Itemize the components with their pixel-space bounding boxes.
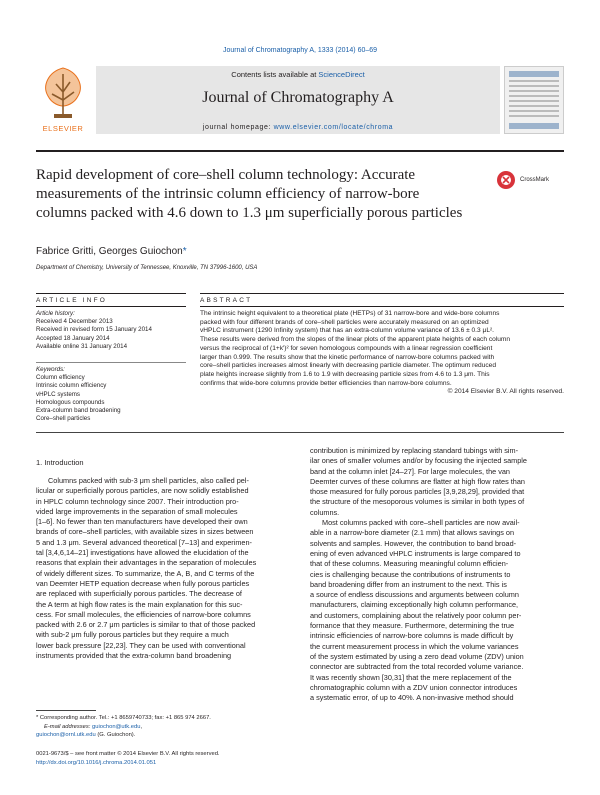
journal-cover-thumbnail: [504, 66, 564, 134]
history-label: Article history:: [36, 310, 75, 317]
body-line: connector are subtracted from the total recorded volume variance.: [310, 662, 524, 672]
journal-title: Journal of Chromatography A: [202, 89, 394, 106]
doi-link[interactable]: http://dx.doi.org/10.1016/j.chroma.2014.01.051: [36, 759, 157, 766]
body-line: lower back pressure [22,23]. They can be used with conventional: [36, 640, 246, 650]
keywords: [36, 366, 186, 423]
crossmark-badge[interactable]: [496, 170, 566, 190]
authors-text: Fabrice Gritti, Georges Guiochon: [36, 246, 183, 257]
body-line: cess. For small molecules, the efficiencies of narrow-bore columns: [36, 609, 251, 619]
body-line: intrinsic efficiencies of narrow-bore columns is made difficult by: [310, 631, 514, 641]
email-link[interactable]: guiochon@ornl.utk.edu: [36, 732, 96, 738]
body-line: that of these columns. Measuring meaningful column efficien-: [310, 559, 509, 569]
history-item: Accepted 18 January 2014: [36, 334, 110, 342]
corresponding-author-mark[interactable]: *: [182, 246, 187, 257]
body-line: the A term at high flow rates is the main explanation for this suc-: [36, 599, 243, 609]
copyright: © 2014 Elsevier B.V. All rights reserved.: [447, 388, 564, 396]
body-line: 5 and 1.3 μm. Several advanced theoretical [7–13] and experimen-: [36, 537, 252, 547]
body-line: vided large improvements in the separation of small molecules: [36, 506, 238, 516]
article-history: [36, 310, 186, 351]
abstract-line: larger than 0.999. The results show that the kinetic performance of narrow-bore columns packed with: [200, 353, 495, 361]
body-line: brands of core–shell particles, with available sizes in sizes between: [36, 527, 254, 537]
keyword-item: Extra-column band broadening: [36, 407, 121, 415]
body-line: in HPLC column technology since 2007. Their introduction pro-: [36, 496, 239, 506]
body-line: a source of endless discussions and arguments between column: [310, 590, 519, 600]
abstract-line: plate heights increase slightly from 1.6 to 1.9 with decreasing particle sizes from 4.6 to 1.3 μm. This: [200, 370, 490, 378]
body-line: It was recently shown [30,31] that the mere replacement of the: [310, 672, 512, 682]
keyword-item: Homologous compounds: [36, 398, 105, 406]
email-line: [36, 723, 290, 732]
email-label: E-mail addresses:: [44, 723, 93, 730]
body-line: of widely different sizes. To summarize, the A, B, and C terms of the: [36, 568, 255, 578]
body-line: and customers, complaining about the relatively poor column per-: [310, 610, 522, 620]
email-suffix: (G. Guiochon).: [95, 732, 136, 738]
abstract-rule-lower: [200, 306, 564, 307]
keyword-item: vHPLC systems: [36, 390, 81, 398]
body-line: band broadening differ from an instrument to the next. This is: [310, 579, 507, 589]
crossmark-label: CrossMark: [520, 177, 550, 183]
article-info-rule-lower: [36, 306, 186, 307]
email-line-2: [36, 731, 290, 740]
body-line: are replaced with superficially porous particles. The decrease of: [36, 589, 242, 599]
footnote-rule: [36, 710, 96, 711]
body-line: packed with 2.6 or 2.7 μm particles is similar to that of those packed: [36, 620, 256, 630]
front-matter-rule: [36, 432, 564, 433]
body-line: licular or superficially porous particles, are now solidly established: [36, 486, 249, 496]
body-line: with sub-2 μm fully porous particles but they require a much: [36, 630, 229, 640]
masthead-rule: [36, 150, 564, 152]
body-line: the current measurement process in which the volume variances: [310, 641, 519, 651]
issn-line: 0021-9673/$ – see front matter © 2014 Elsevier B.V. All rights reserved.: [36, 751, 220, 757]
affiliation: Department of Chemistry, University of Tennessee, Knoxville, TN 37996-1600, USA: [36, 265, 258, 271]
intro-heading: 1. Introduction: [36, 458, 84, 467]
body-line: chromatographic column with a ZDV union connector introduces: [310, 682, 518, 692]
article-title: Rapid development of core–shell column technology: Accurate measurements of the intrinsic column efficiency of narrow-bore columns packed with 4.6 down to 1.3 μm superficially porous particles: [36, 167, 463, 221]
history-item: Received 4 December 2013: [36, 318, 113, 326]
abstract-line: confirms that wide-bore columns provide better efficiencies than narrow-bore columns.: [200, 379, 452, 387]
body-line: Deemter curves of these columns are flatter at high flow rates than: [310, 476, 525, 486]
body-line: reasons that explain their advantages in the separation of molecules: [36, 558, 257, 568]
history-item: Received in revised form 15 January 2014: [36, 326, 152, 334]
body-line: Columns packed with sub-3 μm shell particles, also called pel-: [48, 476, 249, 485]
body-line: the structure of the mesoporous volumes is similar in both types of: [310, 497, 525, 507]
intro-right-column: [310, 446, 564, 703]
keywords-rule: [36, 362, 186, 363]
body-line: contribution is minimized by replacing standard tubings with sim-: [310, 446, 519, 455]
abstract-line: core–shell particles increases almost linearly with decreasing particle diameter. The optimum reduced: [200, 362, 497, 370]
intro-left-column: [36, 476, 290, 661]
history-item: Available online 31 January 2014: [36, 342, 128, 350]
journal-homepage-line: [96, 124, 500, 131]
elsevier-tree-logo: [36, 62, 90, 122]
abstract-body: [200, 310, 564, 397]
contents-prefix: Contents lists available at: [231, 70, 319, 79]
keyword-item: Column efficiency: [36, 374, 85, 382]
corresponding-author-note: * Corresponding author. Tel.: +1 8659740733; fax: +1 865 974 2667.: [36, 715, 211, 721]
body-line: formance that they measure. Furthermore, determining the true: [310, 621, 515, 631]
keyword-item: Core–shell particles: [36, 415, 91, 423]
body-line: ening of even advanced vHPLC instruments is large compared to: [310, 548, 521, 558]
footnotes: [36, 714, 290, 740]
article-info-heading: ARTICLE INFO: [36, 297, 108, 304]
issn-block: [36, 750, 336, 767]
crossmark-icon: [496, 170, 516, 190]
body-line: [1–6]. No fewer than ten manufacturers have developed their own: [36, 517, 248, 527]
body-line: solvents and samples. However, the contribution to band broad-: [310, 538, 517, 548]
abstract-heading: ABSTRACT: [200, 297, 253, 304]
contents-line: [96, 70, 500, 79]
body-line: cies is challenging because the contributions of instruments to: [310, 569, 511, 579]
body-line: able in a narrow-bore diameter (2.1 mm) that allows savings on: [310, 528, 514, 538]
abstract-line: The intrinsic height equivalent to a theoretical plate (HETPs) of 31 narrow-bore and wide-bore columns: [200, 310, 500, 317]
publisher-name: ELSEVIER: [42, 124, 84, 133]
homepage-prefix: journal homepage:: [202, 124, 274, 131]
author-list: [36, 246, 187, 257]
body-line: columns.: [310, 507, 340, 517]
abstract-line: packed with four different brands of core–shell particles were accurately measured on an optimized: [200, 318, 489, 326]
journal-reference[interactable]: Journal of Chromatography A, 1333 (2014) 60–69: [222, 47, 378, 54]
homepage-link[interactable]: www.elsevier.com/locate/chroma: [273, 124, 394, 131]
sciencedirect-link[interactable]: ScienceDirect: [318, 70, 365, 79]
body-line: van Deemter HETP equation decrease when fully porous particles: [36, 578, 250, 588]
body-line: ilar ones of smaller volumes and/or by focusing the injected sample: [310, 456, 527, 466]
email-link[interactable]: guiochon@utk.edu: [92, 723, 141, 730]
body-line: Most columns packed with core–shell particles are now avail-: [322, 518, 520, 528]
body-line: band at the column inlet [24–27]. For large molecules, the van: [310, 466, 510, 476]
keywords-label: Keywords:: [36, 366, 65, 373]
body-line: instruments provided that the extra-column band broadening: [36, 651, 232, 661]
keyword-item: Intrinsic column efficiency: [36, 382, 107, 390]
body-line: tal [3,4,6,14–21] investigations have allowed the elucidation of the: [36, 548, 249, 558]
body-line: of the system estimated by using a zero dead volume (ZDV) union: [310, 651, 524, 661]
abstract-line: vHPLC instrument (1290 Infinity system) that has an extra-column volume variance of 13.6 ± 0.3 μL².: [200, 327, 495, 335]
body-line: manufacturers, claiming exceptionally high column performance,: [310, 600, 519, 610]
abstract-line: versus the reciprocal of (1+k′)² for seven homologous compounds with a linear regression coefficient: [200, 344, 493, 352]
body-line: those measured for fully porous particles [3,9,28,29], provided that: [310, 487, 525, 497]
email-sep: ,: [140, 723, 143, 730]
abstract-line: These results were derived from the slopes of the linear plots of the apparent plate heights of each column: [200, 336, 511, 344]
body-line: a systematic error, of up to 40%. A non-invasive method should: [310, 693, 514, 703]
abstract-rule: [200, 293, 564, 294]
article-info-rule: [36, 293, 186, 294]
